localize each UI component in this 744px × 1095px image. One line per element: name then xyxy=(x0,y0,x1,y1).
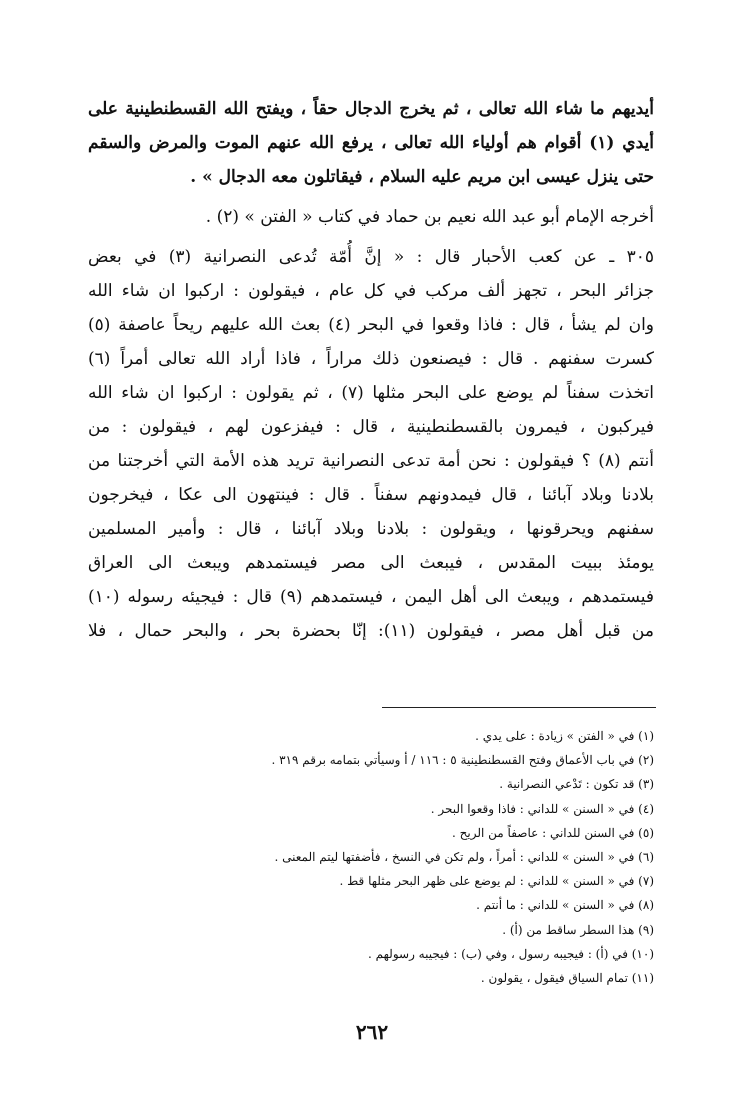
footnote: (٥) في السنن للداني : عاصفاً من الريح . xyxy=(452,825,654,840)
footnote: (٢) في باب الأعماق وفتح القسطنطينية ٥ : ١١٦ / أ وسيأتي بتمامه برقم ٣١٩ . xyxy=(271,753,654,768)
text-line: حتى ينزل عيسى ابن مريم عليه السلام ، فيقاتلون معه الدجال » . xyxy=(190,167,654,187)
text-line: يومئذ ببيت المقدس ، فيبعث الى مصر فيستمدهم ويبعث الى العراق xyxy=(88,553,654,573)
text-line: من قبل أهل مصر ، فيقولون (١١): إنّا بحضرة بحر ، والبحر حمال ، فلا xyxy=(88,621,654,641)
page-number: ٢٦٢ xyxy=(355,1020,389,1044)
main-text xyxy=(88,92,654,648)
footnote-divider xyxy=(382,707,656,708)
footnote: (٨) في « السنن » للداني : ما أنتم . xyxy=(476,898,654,913)
text-line: ٣٠٥ ـ عن كعب الأحبار قال : « إنَّ أُمّة تُدعى النصرانية (٣) في بعض xyxy=(88,247,654,267)
footnote: (١) في « الفتن » زيادة : على يدي . xyxy=(475,729,654,743)
footnote: (٦) في « السنن » للداني : أمراً ، ولم تكن في النسخ ، فأضفتها ليتم المعنى . xyxy=(274,849,654,864)
text-line: أيدي (١) أقوام هم أولياء الله تعالى ، يرفع الله عنهم الموت والمرض والسقم xyxy=(88,133,654,153)
text-line: جزائر البحر ، تجهز ألف مركب في كل عام ، فيقولون : اركبوا ان شاء الله xyxy=(88,281,654,301)
text-line: اتخذت سفناً لم يوضع على البحر مثلها (٧) ، ثم يقولون : اركبوا ان شاء الله xyxy=(88,383,654,403)
text-line: فيركبون ، فيمرون بالقسطنطينية ، قال : فيفزعون لهم ، فيقولون : من xyxy=(88,417,654,437)
footnote: (٣) قد تكون : تَدْعي النصرانية . xyxy=(499,777,654,792)
text-line: أنتم (٨) ؟ فيقولون : نحن أمة تدعى النصرانية تريد هذه الأمة التي أخرجتنا من xyxy=(88,451,654,471)
text-line: بلادنا وبلاد آبائنا ، قال فيمدونهم سفناً . قال : فينتهون الى عكا ، فيخرجون xyxy=(88,485,654,505)
footnote: (٩) هذا السطر ساقط من (أ) . xyxy=(502,922,654,937)
text-line: أخرجه الإمام أبو عبد الله نعيم بن حماد في كتاب « الفتن » (٢) . xyxy=(205,207,654,227)
text-line: كسرت سفنهم . قال : فيصنعون ذلك مراراً ، فاذا أراد الله تعالى أمراً (٦) xyxy=(88,349,654,369)
text-line: سفنهم ويحرقونها ، ويقولون : بلادنا وبلاد آبائنا ، قال : وأمير المسلمين xyxy=(88,519,654,539)
footnote: (٤) في « السنن » للداني : فاذا وقعوا البحر . xyxy=(430,801,654,816)
text-line: فيستمدهم ، ويبعث الى أهل اليمن ، فيستمدهم (٩) قال : فيجيئه رسوله (١٠) xyxy=(88,587,654,607)
footnote: (٧) في « السنن » للداني : لم يوضع على ظهر البحر مثلها قط . xyxy=(339,874,654,889)
text-line: وان لم يشأ ، قال : فاذا وقعوا في البحر (٤) بعث الله عليهم ريحاً عاصفة (٥) xyxy=(88,315,654,335)
text-line: أيديهم ما شاء الله تعالى ، ثم يخرج الدجال حقاً ، ويفتح الله القسطنطينية على xyxy=(88,99,654,119)
footnote: (١١) تمام السياق فيقول ، يقولون . xyxy=(480,970,654,985)
footnote: (١٠) في (أ) : فيجيبه رسول ، وفي (ب) : فيجيبه رسولهم . xyxy=(368,946,654,961)
footnotes xyxy=(88,724,654,990)
